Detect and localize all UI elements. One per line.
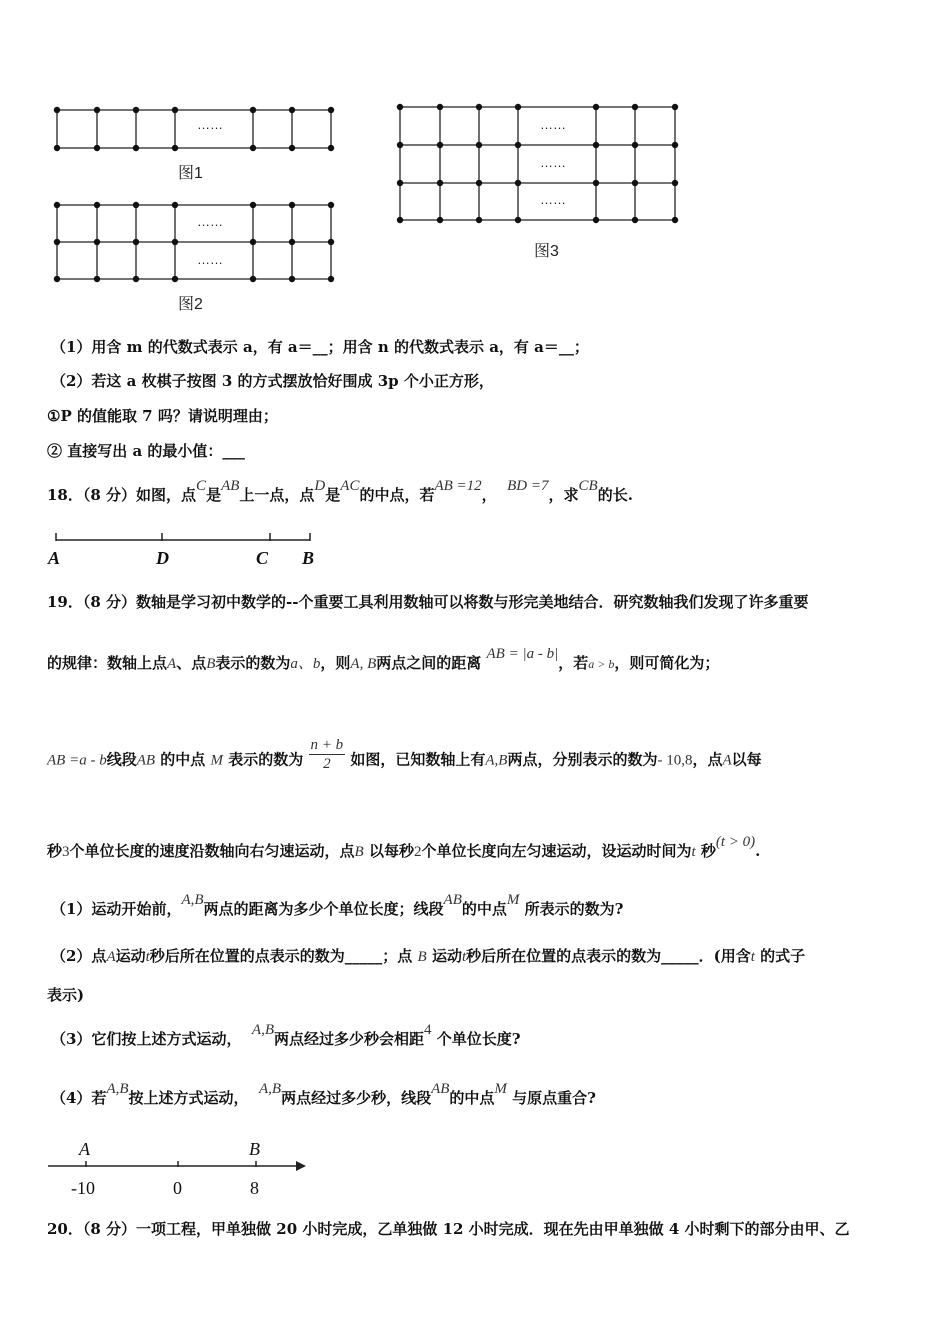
q19-intro: 19．（8 分）数轴是学习初中数学的--个重要工具利用数轴可以将数与形完美地结合．研究数轴我们发现了许多重要 bbox=[47, 593, 809, 611]
q19-part3: （3）它们按上述方式运动， A,B两点经过多少秒会相距4 个单位长度? bbox=[51, 1022, 521, 1048]
q17-sub2: ② 直接写出 a 的最小值：___ bbox=[47, 442, 245, 460]
q19-part2-cont: 表示) bbox=[47, 986, 85, 1004]
figure-1-caption: 图1 bbox=[178, 165, 203, 182]
figure-2-ellipsis: …… bbox=[197, 252, 223, 267]
q19-part2: （2）点A运动t秒后所在位置的点表示的数为_____；点 B 运动t秒后所在位置的点表示的数为_____．(用含t 的式子 bbox=[51, 947, 806, 965]
q19-part4: （4）若A,B按上述方式运动， A,B两点经过多少秒，线段AB的中点M 与原点重合? bbox=[51, 1081, 596, 1107]
q20-text: 20．（8 分）一项工程，甲单独做 20 小时完成，乙单独做 12 小时完成．现在先由甲单独做 4 小时剩下的部分由甲、乙 bbox=[47, 1220, 850, 1238]
q17-part2: （2）若这 a 枚棋子按图 3 的方式摆放恰好围成 3p 个小正方形， bbox=[51, 372, 494, 390]
q18-text: 18．（8 分）如图，点C是AB上一点，点D是AC的中点，若AB =12， BD =7，求CB的长. bbox=[47, 478, 633, 504]
q18-label-D: D bbox=[156, 548, 169, 568]
number-line-label-A: A bbox=[79, 1139, 90, 1159]
q19-line3: AB =a - b线段AB 的中点 M 表示的数为 $\frac{n + b}{2}$ 如图，已知数轴上有A,B两点，分别表示的数为- 10,8，点A以每 bbox=[47, 737, 762, 772]
q19-part1: （1）运动开始前，A,B两点的距离为多少个单位长度；线段AB的中点M 所表示的数为? bbox=[51, 892, 624, 918]
figure-2-ellipsis: …… bbox=[197, 214, 223, 229]
figure-1-ellipsis: …… bbox=[197, 117, 223, 132]
q19-line4: 秒3个单位长度的速度沿数轴向右匀速运动，点B 以每秒2个单位长度向左匀速运动，设运动时间为t 秒(t > 0). bbox=[47, 834, 761, 860]
q18-label-A: A bbox=[48, 548, 61, 568]
number-line-tick-0: 0 bbox=[173, 1178, 182, 1198]
number-line-tick-8: 8 bbox=[250, 1178, 259, 1198]
figure-3-caption: 图3 bbox=[534, 243, 559, 260]
number-line-tick-minus10: -10 bbox=[71, 1178, 95, 1198]
q18-label-B: B bbox=[302, 548, 315, 568]
figure-3-ellipsis: …… bbox=[540, 155, 566, 170]
q19-line2: 的规律：数轴上点A、点B表示的数为a、b，则A, B两点之间的距离 AB = |a - b|，若a > b，则可简化为； bbox=[47, 646, 720, 672]
q17-sub1: ①P 的值能取 7 吗？请说明理由； bbox=[47, 407, 278, 425]
figure-2-caption: 图2 bbox=[178, 296, 203, 313]
figure-3-ellipsis: …… bbox=[540, 192, 566, 207]
number-line-label-B: B bbox=[249, 1139, 260, 1159]
figure-3-ellipsis: …… bbox=[540, 117, 566, 132]
q17-part1: （1）用含 m 的代数式表示 a，有 a＝__；用含 n 的代数式表示 a，有 a＝__； bbox=[51, 338, 589, 356]
q18-label-C: C bbox=[256, 548, 269, 568]
